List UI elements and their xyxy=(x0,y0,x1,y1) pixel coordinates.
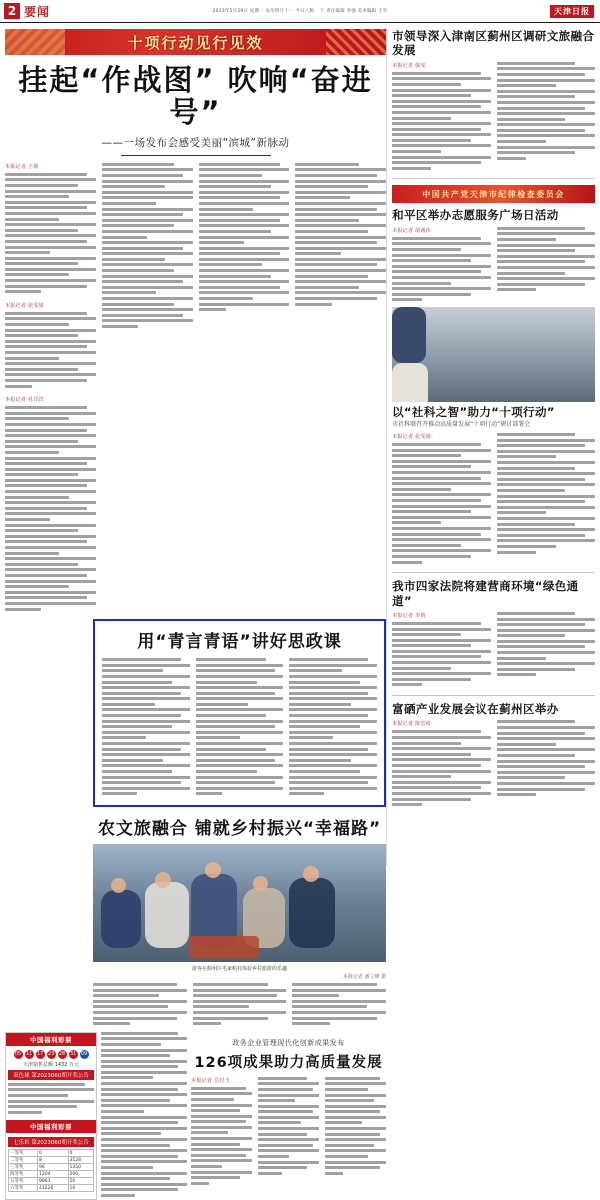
bottom-filler-column xyxy=(101,1032,187,1200)
feature-title: 农文旅融合 铺就乡村振兴“幸福路” xyxy=(97,818,382,839)
lottery-ball: 23 xyxy=(47,1050,55,1057)
lead-column-4 xyxy=(295,163,386,613)
bottom-feature-kicker: 政务企业管理现代化创新成果发布 xyxy=(232,1038,345,1047)
lottery-ad-1-note: 天津销售总额 1432 万元 xyxy=(23,1061,79,1068)
lottery-ad-1-numbers xyxy=(8,1050,94,1059)
prize-amount: 200 xyxy=(68,1171,93,1178)
campaign-banner xyxy=(5,29,386,55)
bottom-feature-title: 126项成果助力高质量发展 xyxy=(194,1054,383,1071)
page-body xyxy=(0,23,600,1192)
section-name: 要闻 xyxy=(24,4,51,19)
masthead-date: 2023年5月29日 星期一 农历四月十一 今日八版 xyxy=(212,9,315,14)
prize-amount: 1350 xyxy=(68,1164,93,1171)
right-zone xyxy=(386,27,595,866)
lottery-ball-blue: 09 xyxy=(80,1050,88,1057)
prize-level: 六等奖 xyxy=(9,1185,38,1192)
right-article-5-byline: 本报记者 陈忠权 xyxy=(392,721,432,728)
divider xyxy=(392,695,595,696)
feature-column-2 xyxy=(193,983,287,1028)
prize-count: 96 xyxy=(38,1164,69,1171)
right-article-5-col-2 xyxy=(497,720,595,808)
prize-amount: 50 xyxy=(68,1178,93,1185)
right-article-5-headline: 富硒产业发展会议在蓟州区举办 xyxy=(392,702,559,717)
boxed-column-1 xyxy=(102,658,190,798)
bottom-feature-column-2 xyxy=(258,1077,319,1188)
feature-column-1 xyxy=(93,983,187,1028)
banner-ribbon-right-icon xyxy=(326,29,386,55)
lead-column-1 xyxy=(5,163,96,613)
divider xyxy=(392,178,595,179)
left-continuation-column xyxy=(5,613,93,1028)
lead-column-3 xyxy=(199,163,290,613)
lead-subhead: ——一场发布会感受美丽“滨城”新脉动 xyxy=(101,136,290,149)
divider xyxy=(121,155,271,156)
lottery-ad-2-title: 中国福利彩票 xyxy=(6,1120,96,1133)
prize-level: 二等奖 xyxy=(9,1157,38,1164)
masthead-meta xyxy=(50,8,550,14)
lottery-ball: 17 xyxy=(36,1050,44,1057)
lottery-ad-2-banner: 七乐彩 第2023060期开奖公告 xyxy=(8,1137,94,1147)
boxed-column-3 xyxy=(289,658,377,798)
banner-text: 十项行动见行见效 xyxy=(127,33,264,52)
right-article-4-col-2 xyxy=(497,612,595,689)
prize-amount: 0 xyxy=(68,1150,93,1157)
right-article-4-headline: 我市四家法院将建营商环境“绿色通道” xyxy=(392,579,579,608)
prize-level: 一等奖 xyxy=(9,1150,38,1157)
masthead xyxy=(0,0,600,23)
right-article-1-col-1 xyxy=(392,62,490,173)
bottom-feature-column-1 xyxy=(191,1077,252,1188)
right-article-3-byline: 本报记者 张雯婧 xyxy=(392,434,432,441)
prize-count: 0 xyxy=(38,1150,69,1157)
paper-logo: 天津日报 xyxy=(550,5,594,18)
prize-count: 41226 xyxy=(38,1185,69,1192)
lead-column-2 xyxy=(102,163,193,613)
prize-level: 三等奖 xyxy=(9,1164,38,1171)
right-article-2-headline: 和平区举办志愿服务广场日活动 xyxy=(392,208,559,223)
lead-headline: 挂起“作战图” 吹响“奋进号” xyxy=(18,63,373,129)
lottery-ad-1[interactable] xyxy=(5,1032,97,1200)
masthead-editors: 下 责任编辑 李强 美术编辑 王军 xyxy=(319,9,388,14)
right-article-1-headline: 市领导深入津南区蓟州区调研文旅融合发展 xyxy=(392,29,595,58)
lead-byline: 本报记者 王睿 xyxy=(5,163,39,170)
right-banner xyxy=(392,185,595,203)
prize-count: 8 xyxy=(38,1157,69,1164)
bottom-feature-column-3 xyxy=(325,1077,386,1188)
prize-level: 四等奖 xyxy=(9,1171,38,1178)
right-article-3-col-2 xyxy=(497,433,595,566)
right-article-2-col-2 xyxy=(497,227,595,304)
right-article-4-col-1 xyxy=(392,612,490,689)
lottery-ball: 05 xyxy=(14,1050,22,1057)
prize-count: 1204 xyxy=(38,1171,69,1178)
lead-body xyxy=(5,163,386,613)
right-banner-text: 中国共产党天津市纪律检查委员会 xyxy=(422,189,565,199)
feature-credit: 本报记者 潘立峰 摄 xyxy=(342,973,387,980)
right-article-3-sub: 市社科联召开推动高质量发展“十项行动”研讨部署会 xyxy=(392,421,531,429)
banner-ribbon-left-icon xyxy=(5,29,65,55)
right-article-2-col-1 xyxy=(392,227,490,304)
boxed-article-title: 用“青言青语”讲好思政课 xyxy=(137,632,342,653)
bottom-feature-byline: 本报记者 岳付玉 xyxy=(191,1077,230,1084)
lottery-ball: 28 xyxy=(58,1050,66,1057)
feature-photo xyxy=(93,844,386,962)
article-2-byline: 本报记者 张雯婧 xyxy=(5,302,44,309)
feature-caption: 游客在蓟州区毛家峪村体验乡村旅游的乐趣 xyxy=(192,965,288,972)
lottery-ball: 31 xyxy=(69,1050,77,1057)
left-zone xyxy=(5,27,387,1192)
lottery-ad-1-title: 中国福利彩票 xyxy=(6,1033,96,1046)
lottery-ad-2-table xyxy=(8,1149,94,1192)
right-photo xyxy=(392,307,595,402)
prize-count: 9863 xyxy=(38,1178,69,1185)
lottery-ad-1-banner: 双色球 第2023060期开奖公告 xyxy=(8,1070,94,1080)
right-article-2-byline: 本报记者 胡萌伟 xyxy=(392,227,432,234)
page-number: 2 xyxy=(4,3,20,19)
feature-column-3 xyxy=(292,983,386,1028)
prize-amount: 3528 xyxy=(68,1157,93,1164)
boxed-column-2 xyxy=(196,658,284,798)
boxed-article xyxy=(93,619,386,807)
right-article-4-byline: 本报记者 李倩 xyxy=(392,612,426,619)
right-article-1-byline: 本报记者 韩雯 xyxy=(392,62,426,69)
prize-amount: 10 xyxy=(68,1185,93,1192)
right-article-3-headline: 以“社科之智”助力“十项行动” xyxy=(392,404,555,419)
bottom-zone xyxy=(5,1032,386,1200)
prize-level: 五等奖 xyxy=(9,1178,38,1185)
article-3-byline: 本报记者 杜洋洋 xyxy=(5,397,44,404)
bottom-feature xyxy=(191,1032,386,1200)
divider xyxy=(392,572,595,573)
right-article-5-col-1 xyxy=(392,720,490,808)
right-article-1-col-2 xyxy=(497,62,595,173)
lottery-ball: 11 xyxy=(25,1050,33,1057)
right-article-3-col-1 xyxy=(392,433,490,566)
